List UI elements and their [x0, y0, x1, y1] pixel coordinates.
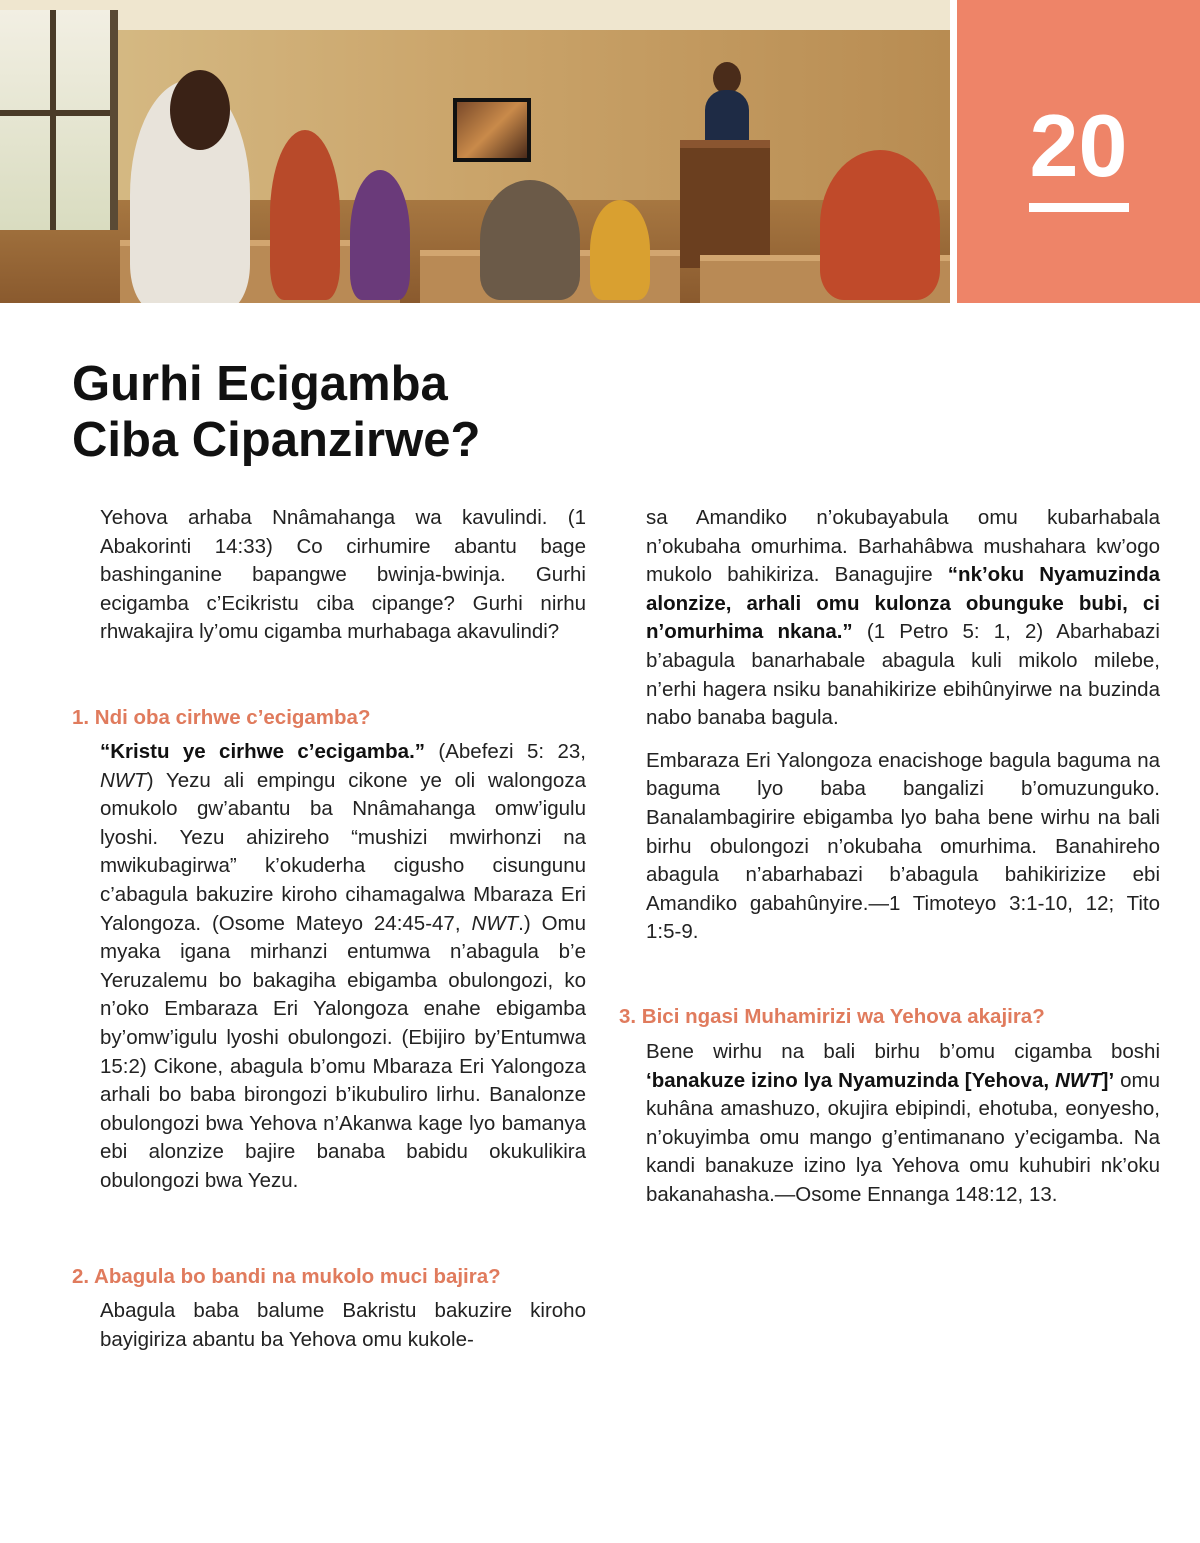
answer-3-paragraph — [646, 1038, 1160, 1210]
answer-2-text-b: (1 Petro 5: 1, 2) Abarhabazi b’abagula banarhabale abagula kuli mikolo milebe, n’erhi hagera nsiku banahikirize ebihûnyirwe na buzinda nabo banaba bagula. — [646, 620, 1160, 730]
answer-3-text-a: Bene wirhu na bali birhu b’omu cigamba boshi — [646, 1040, 1160, 1063]
answer-1-nwt: NWT — [100, 768, 147, 792]
answer-3-quote-end: ]’ — [1101, 1068, 1115, 1092]
answer-3-text-b: omu kuhâna amashuzo, okujira ebipindi, ehotuba, eonyesho, n’okuyimba omu mango g’entimanano y’ecigamba. Na kandi banakuze izino lya Yehova omu kuhubiri nk’oku bakanahasha.—Osome Ennanga 148:12, 13. — [646, 1068, 1161, 1206]
title-line-2: Ciba Cipanzirwe? — [72, 413, 481, 467]
answer-2-paragraph-1: sa Amandiko n’okubayabula omu kubarhabala n’okubaha omurhima. Barhahâbwa mushahara kw’ogo mukolo bahikiriza. Banagujire “nk’oku Nyamuzinda alonzize, arhali omu kulonza obunguke bubi, ci n’omurhima nkana.” (1 Petro 5: 1, 2) Abarhabazi b’abagula banarhabale abagula kuli mikolo milebe, n’erhi hagera nsiku banahikirize ebihûnyirwe na buzinda nabo banaba bagula. — [646, 506, 1160, 730]
question-1-heading: 1. Ndi oba cirhwe c’ecigamba? — [72, 706, 371, 729]
intro-paragraph: Yehova arhaba Nnâmahanga wa kavulindi. (1 Abakorinti 14:33) Co cirhumire abantu bage bashinganine bapangwe bwinja-bwinja. Gurhi ecigamba c’Ecikristu ciba cipange? Gurhi nirhu rhwakajira ly’omu cigamba murhabaga akavulindi? — [100, 506, 586, 644]
answer-2-paragraph-start: Abagula baba balume Bakristu bakuzire kiroho bayigiriza abantu ba Yehova omu kukole- — [100, 1299, 586, 1351]
video-screen — [453, 98, 531, 162]
answer-1-text-b: ) Yezu ali empingu cikone ye oli walongoza omukolo gw’abantu ba Nnâmahanga omw’igulu lyoshi. Yezu ahizireho “mushizi mwirhonzi na mwikubagirwa” k’okuderha cigusho cisungunu c’abagula bakuzire kiroho cihamagalwa Mbaraza Eri Yalongoza. (Osome Mateyo 24:45-47, — [100, 768, 586, 935]
answer-1-quote: “Kristu ye cirhwe c’ecigamba.” — [100, 740, 426, 763]
answer-2-continued — [646, 504, 1160, 947]
answer-1-text-c: .) Omu myaka igana mirhanzi entumwa n’abagula b’e Yeruzalemu bo bakagiha ebigamba obulongozi, ko n’oko Embaraza Eri Yalongoza enahe ebigamba by’omw’igulu lyoshi obulongozi. (Ebijiro by’Entumwa 15:2) Cikone, abagula b’omu Mbaraza Eri Yalongoza arhali bo baba birongozi b’ikubuliro lirhu. Banalonze obulongozi bwa Yehova n’Akanwa kage lyo bamanya ebi alonzize bajire banaba babidu okukulikira obulongozi bwa Yezu. — [100, 911, 586, 1192]
page-title — [72, 356, 480, 468]
answer-2-start — [100, 1297, 586, 1357]
intro-block — [100, 504, 586, 647]
answer-2-paragraph-2: Embaraza Eri Yalongoza enacishoge bagula baguma na baguma lyo baba bangalizi b’omuzunguko. Banalambagirire ebigamba lyo baha bene wirhu na bali birhu obulongozi n’okubaha omurhima. Banahireho abagula n’abarhabazi b’abagula bahikirizize ebi Amandiko gabahûnyire.—1 Timoteyo 3:1-10, 12; Tito 1:5-9. — [646, 748, 1160, 944]
answer-3-quote: ‘banakuze izino lya Nyamuzinda [Yehova, — [646, 1068, 1055, 1092]
answer-3-nwt: NWT — [1054, 1068, 1102, 1092]
answer-2-quote: “nk’oku Nyamuzinda alonzize, arhali omu kulonza obunguke bubi, ci n’omurhima nkana.” — [646, 563, 1160, 644]
chapter-badge — [957, 0, 1200, 303]
answer-3-block — [646, 1038, 1160, 1210]
congregation-meeting-photo — [0, 0, 950, 303]
title-line-1: Gurhi Ecigamba — [72, 357, 448, 411]
question-3-heading: 3. Bici ngasi Muhamirizi wa Yehova akajira? — [619, 1005, 1045, 1028]
podium — [680, 140, 770, 268]
question-2-heading: 2. Abagula bo bandi na mukolo muci bajira? — [72, 1265, 501, 1288]
answer-1-nwt-2: NWT — [471, 911, 519, 935]
chapter-number: 20 — [1029, 96, 1128, 195]
badge-divider — [1029, 203, 1129, 212]
answer-1-text-a: (Abefezi 5: 23, — [425, 740, 586, 763]
answer-1-block — [100, 738, 586, 1196]
answer-1-paragraph — [100, 738, 586, 1196]
